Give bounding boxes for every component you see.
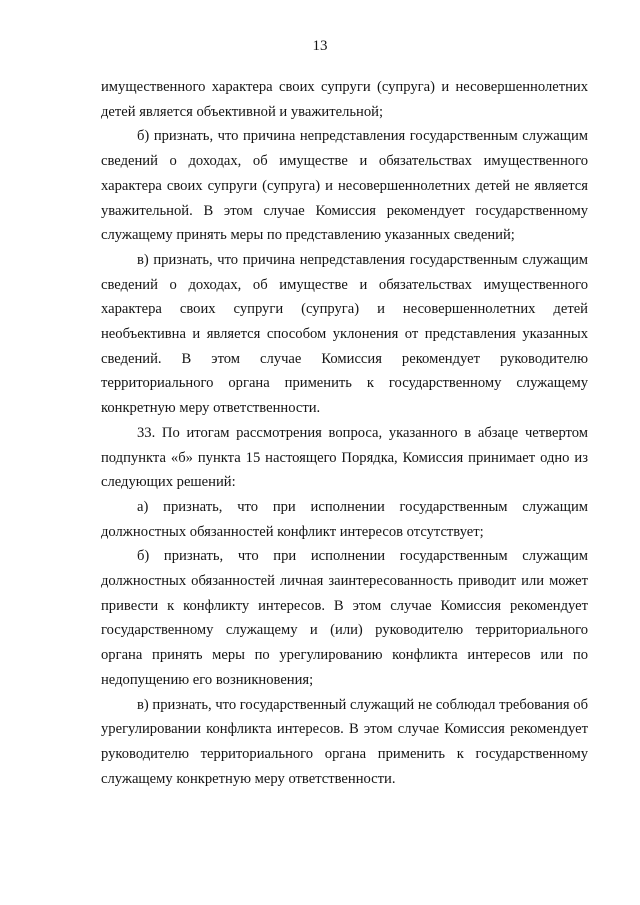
document-body — [101, 75, 588, 791]
paragraph-item-v-reason-evasion: в) признать, что причина непредставления государственным служащим сведений о доходах, об имуществе и обязательствах имущественного характера своих супруги (супруга) и несовершеннолетних детей необъективна и является способом уклонения от представления указанных сведений. В этом случае Комиссия рекомендует руководителю территориального органа применить к государственному служащему конкретную меру ответственности. — [101, 251, 588, 417]
paragraph-item-b-conflict-possible: б) признать, что при исполнении государственным служащим должностных обязанностей личная заинтересованность приводит или может привести к конфликту интересов. В этом случае Комиссия рекомендует государственному служащему и (или) руководителю территориального органа принять меры по урегулированию конфликта интересов или по недопущению его возникновения; — [101, 548, 588, 688]
paragraph-item-a-no-conflict: а) признать, что при исполнении государственным служащим должностных обязанностей конфликт интересов отсутствует; — [101, 498, 588, 540]
paragraph-33: 33. По итогам рассмотрения вопроса, указанного в абзаце четвертом подпункта «б» пункта 15 настоящего Порядка, Комиссия принимает одно из следующих решений: — [101, 424, 588, 491]
paragraph-continuation: имущественного характера своих супруги (супруга) и несовершеннолетних детей является объективной и уважительной; — [101, 79, 588, 120]
paragraph-item-v-requirements-violated: в) признать, что государственный служащий не соблюдал требования об урегулировании конфликта интересов. В этом случае Комиссия рекомендует руководителю территориального органа применить к государственному служащему конкретную меру ответственности. — [101, 696, 588, 787]
paragraph-item-b-reason-not-valid: б) признать, что причина непредставления государственным служащим сведений о доходах, об имуществе и обязательствах имущественного характера своих супруги (супруга) и несовершеннолетних детей не является уважительной. В этом случае Комиссия рекомендует государственному служащему принять меры по представлению указанных сведений; — [101, 128, 588, 244]
page-number: 13 — [312, 38, 328, 54]
